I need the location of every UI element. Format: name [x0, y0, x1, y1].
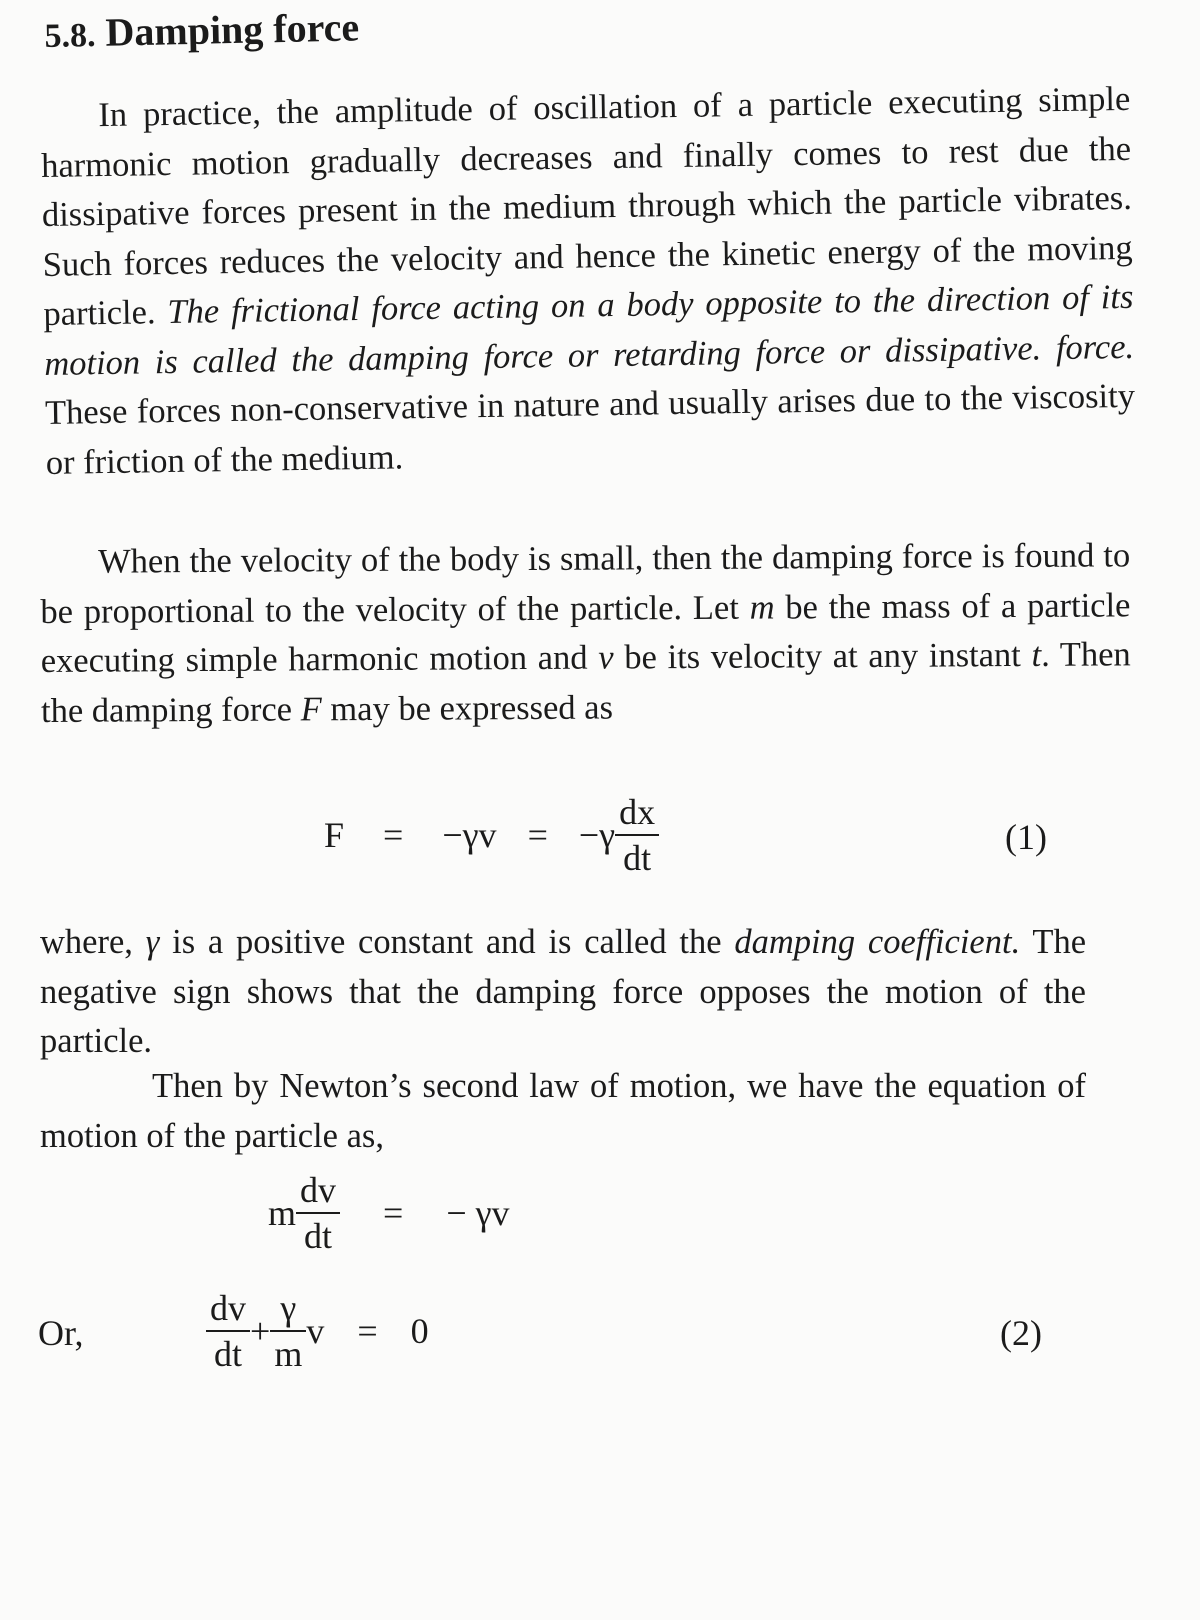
eq-equals: =	[357, 1311, 378, 1351]
symbol-gamma: γ	[145, 923, 160, 961]
paragraph-newton-law	[40, 1062, 1086, 1161]
paragraph-text: be its velocity at any instant	[613, 635, 1032, 677]
fraction-dv-dt	[296, 1168, 340, 1258]
eq-coefficient: −γ	[578, 815, 616, 855]
equation-1	[324, 790, 659, 880]
or-label: Or,	[38, 1313, 84, 1353]
fraction-dv-dt	[206, 1286, 250, 1376]
fraction-dx-dt	[615, 790, 659, 880]
eq-rhs: − γv	[446, 1193, 510, 1233]
symbol-v: v	[598, 638, 614, 677]
paragraph-text: In practice, the amplitude of oscillation of a particle executing simple harmonic motion gradually decreases and finally comes to rest due the dissipative forces present in the medium through which the particle vibrates. Such forces reduces the velocity and hence the kinetic energy of the moving particle.	[40, 79, 1133, 333]
equation-2	[206, 1286, 429, 1376]
eq-middle-term: −γv	[442, 815, 497, 855]
paragraph-text: The negative sign shows that the damping force opposes the motion of the particle.	[40, 923, 1087, 1060]
eq-velocity: v	[306, 1311, 325, 1351]
paragraph-text: . Then the damping force	[40, 635, 1131, 730]
eq-equals: =	[527, 815, 548, 855]
symbol-m: m	[749, 588, 775, 627]
fraction-denominator: dt	[304, 1216, 333, 1256]
paragraph-text: Then by Newton’s second law of motion, we have the equation of motion of the particle as,	[40, 1067, 1086, 1155]
eq-mass: m	[268, 1193, 297, 1233]
equation-number: (2)	[1000, 1313, 1042, 1353]
eq-rhs: 0	[410, 1311, 429, 1351]
paragraph-text: When the velocity of the body is small, then the damping force is found to be proportional to the velocity of the particle. Let	[40, 536, 1131, 631]
fraction-numerator: γ	[280, 1288, 297, 1328]
paragraph-velocity-proportional	[40, 531, 1131, 736]
fraction-denominator: dt	[623, 838, 652, 878]
eq-plus: +	[250, 1311, 271, 1351]
paragraph-text: may be expressed as	[321, 688, 614, 728]
paragraph-text: where,	[40, 923, 146, 961]
fraction-numerator: dx	[619, 792, 656, 832]
symbol-t: t	[1031, 635, 1042, 674]
eq-lhs: F	[324, 815, 345, 855]
paragraph-damping-intro	[40, 75, 1136, 488]
eq-equals: =	[383, 1193, 404, 1233]
paragraph-text: be the mass of a particle executing simple harmonic motion and	[40, 585, 1131, 680]
damping-coefficient-term: damping coefficient.	[734, 923, 1021, 961]
paragraph-text: is a positive constant and is called the	[159, 923, 735, 961]
damping-force-definition: The frictional force acting on a body opposite to the direction of its motion is called the damping force or retarding force or dissipative. force.	[43, 277, 1135, 383]
section-title: Damping force	[105, 4, 360, 55]
equation-number: (1)	[1005, 817, 1047, 857]
fraction-denominator: dt	[213, 1334, 242, 1374]
section-number: 5.8.	[44, 16, 96, 55]
paragraph-damping-coefficient	[40, 918, 1086, 1067]
paragraph-text: These forces non-conservative in nature and usually arises due to the viscosity or friction of the medium.	[44, 376, 1136, 482]
fraction-gamma-m	[270, 1286, 306, 1376]
eq-equals: =	[383, 815, 404, 855]
fraction-numerator: dv	[300, 1170, 337, 1210]
equation-motion	[268, 1168, 510, 1258]
fraction-denominator: m	[274, 1334, 303, 1374]
symbol-F: F	[300, 689, 322, 728]
section-heading	[44, 3, 360, 57]
fraction-numerator: dv	[210, 1288, 246, 1328]
